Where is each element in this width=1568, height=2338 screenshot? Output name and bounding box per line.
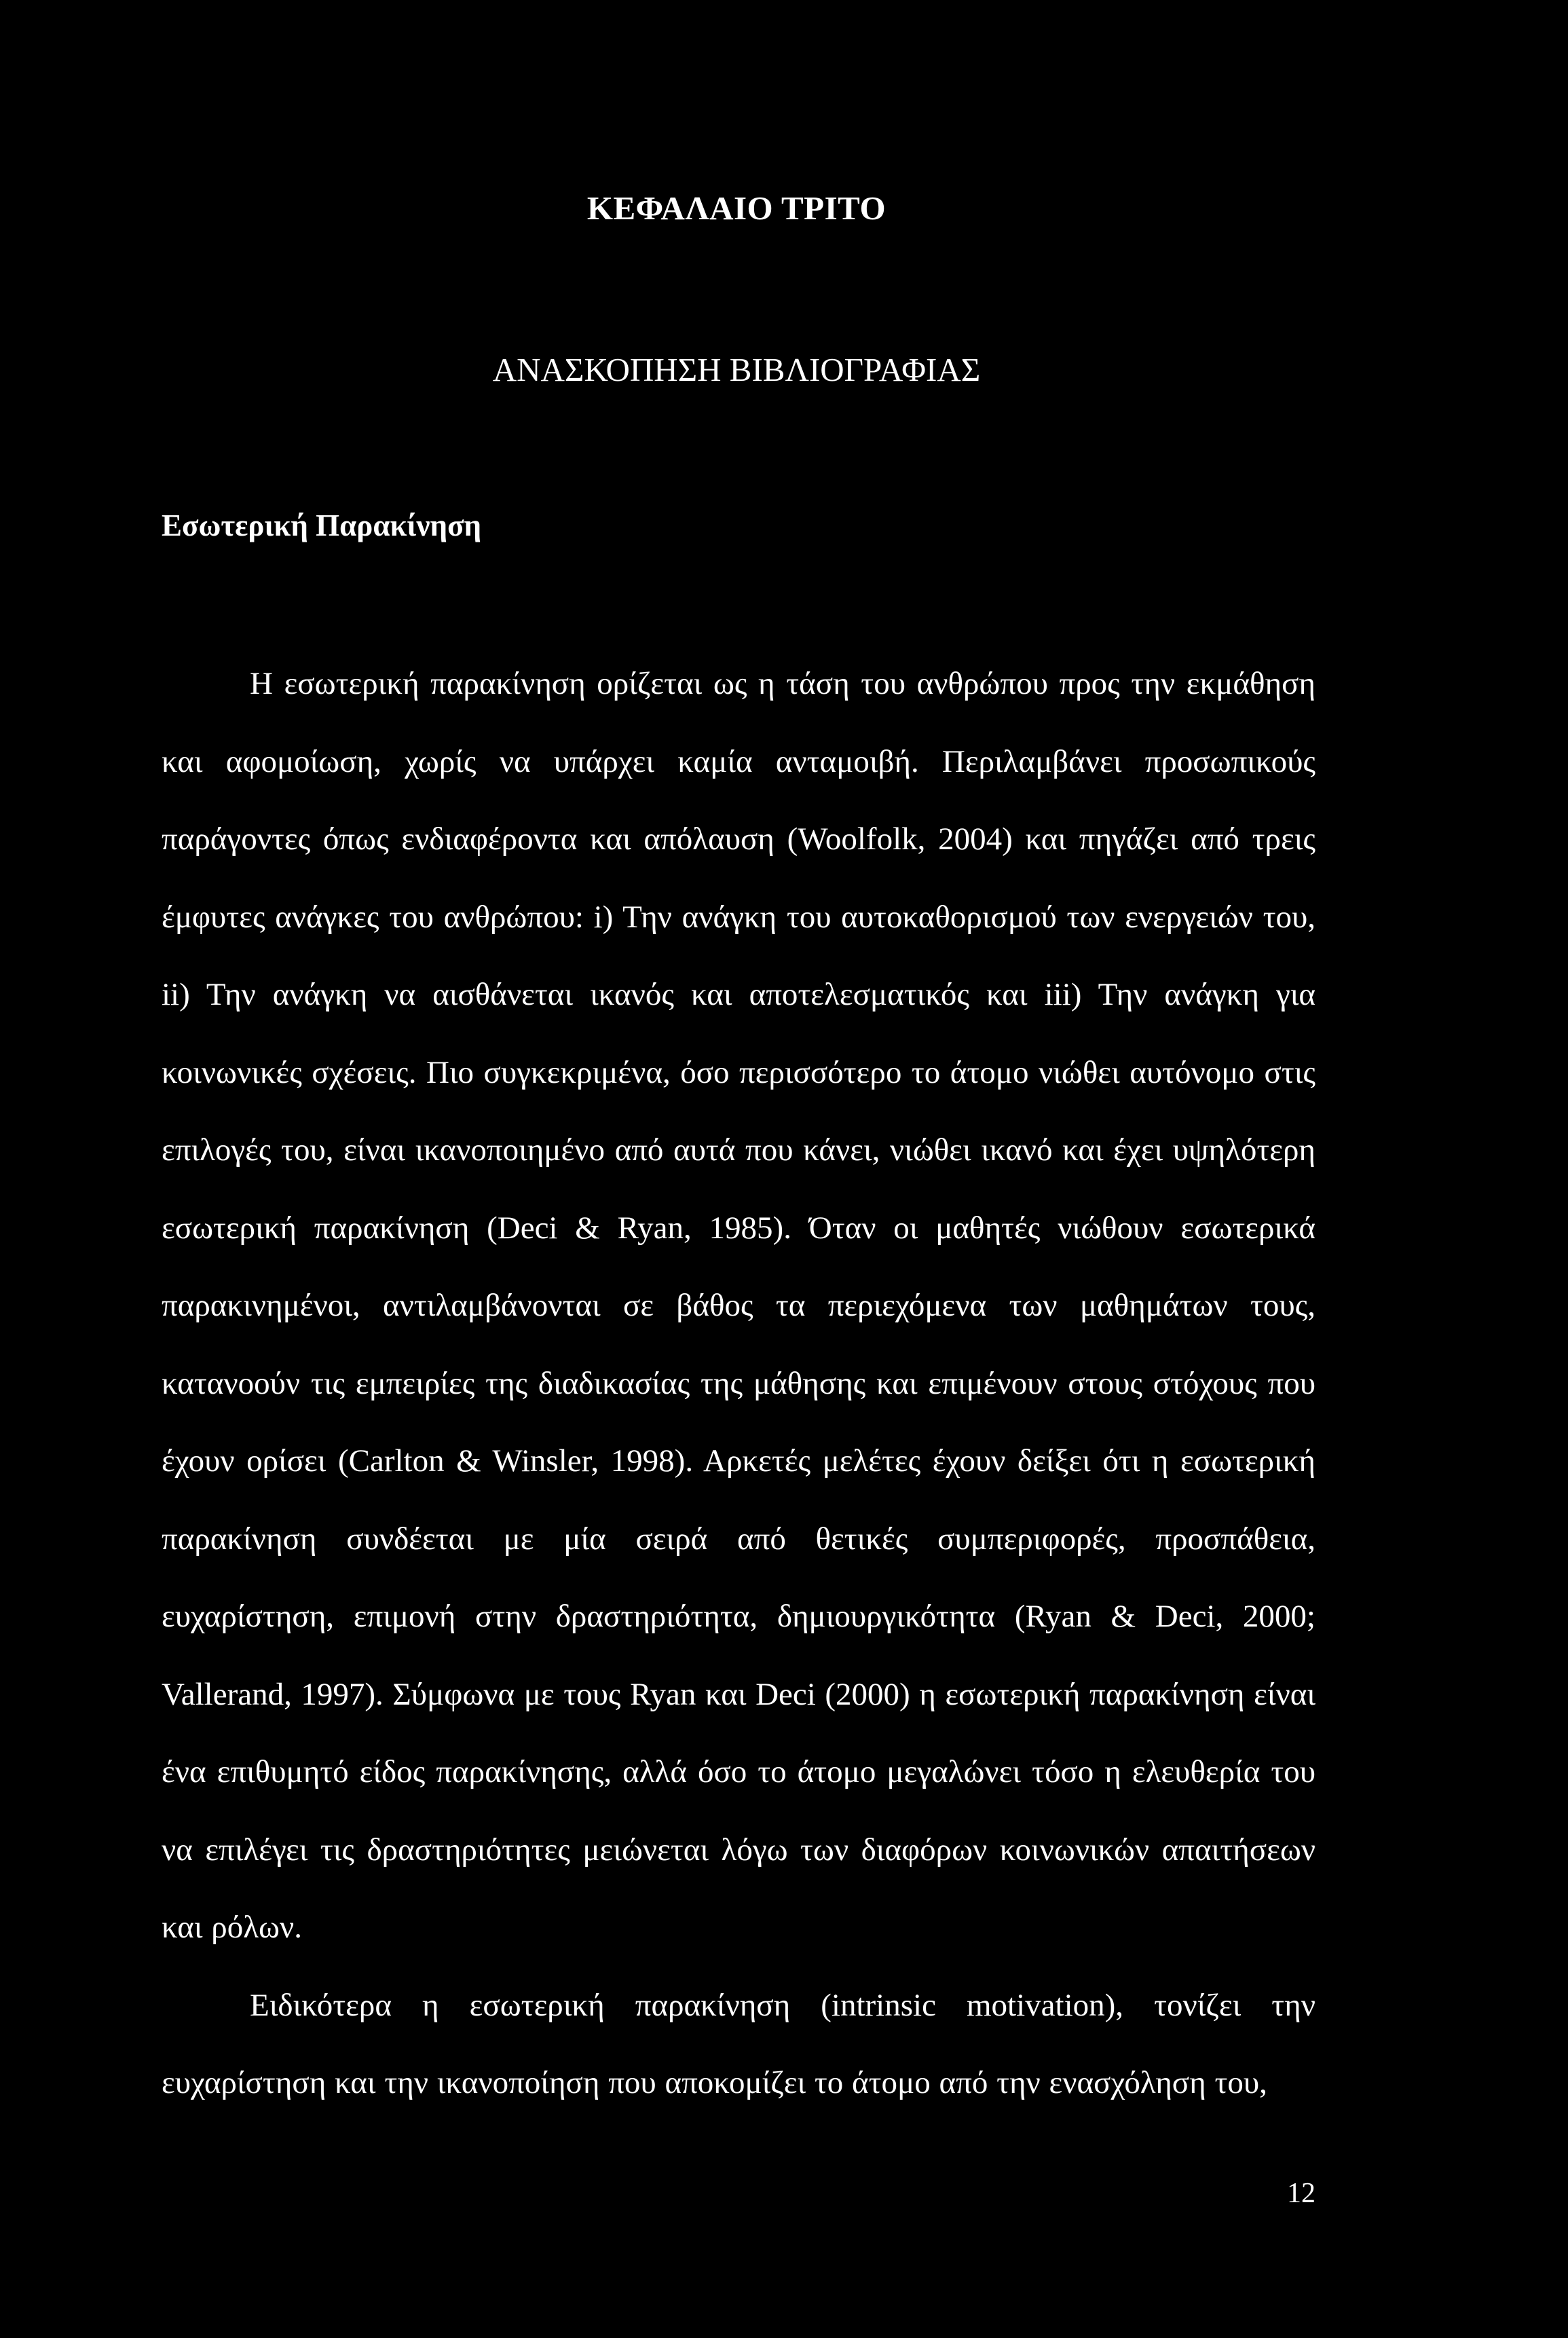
page-number: 12: [1287, 2178, 1315, 2209]
paragraph: Η εσωτερική παρακίνηση ορίζεται ως η τάση του ανθρώπου προς την εκμάθηση και αφομοίωση, χωρίς να υπάρχει καμία ανταμοιβή. Περιλαμβάνει προσωπικούς παράγοντες όπως ενδιαφέροντα και απόλαυση (Woolfolk, 2004) και πηγάζει από τρεις έμφυτες ανάγκες του ανθρώπου: i) Την ανάγκη του αυτοκαθορισμού των ενεργειών του, ii) Την ανάγκη να αισθάνεται ικανός και αποτελεσματικός και iii) Την ανάγκη για κοινωνικές σχέσεις. Πιο συγκεκριμένα, όσο περισσότερο το άτομο νιώθει αυτόνομο στις επιλογές του, είναι ικανοποιημένο από αυτά που κάνει, νιώθει ικανό και έχει υψηλότερη εσωτερική παρακίνηση (Deci & Ryan, 1985). Όταν οι μαθητές νιώθουν εσωτερικά παρακινημένοι, αντιλαμβάνονται σε βάθος τα περιεχόμενα των μαθημάτων τους, κατανοούν τις εμπειρίες της διαδικασίας της μάθησης και επιμένουν στους στόχους που έχουν ορίσει (Carlton & Winsler, 1998). Αρκετές μελέτες έχουν δείξει ότι η εσωτερική παρακίνηση συνδέεται με μία σειρά από θετικές συμπεριφορές, προσπάθεια, ευχαρίστηση, επιμονή στην δραστηριότητα, δημιουργικότητα (Ryan & Deci, 2000; Vallerand, 1997). Σύμφωνα με τους Ryan και Deci (2000) η εσωτερική παρακίνηση είναι ένα επιθυμητό είδος παρακίνησης, αλλά όσο το άτομο μεγαλώνει τόσο η ελευθερία του να επιλέγει τις δραστηριότητες μειώνεται λόγω των διαφόρων κοινωνικών απαιτήσεων και ρόλων.: [162, 666, 1315, 1945]
paragraph: Ειδικότερα η εσωτερική παρακίνηση (intrinsic motivation), τονίζει την ευχαρίστηση και την ικανοποίηση που αποκομίζει το άτομο από την ενασχόληση του,: [162, 1987, 1315, 2100]
subsection-title: Εσωτερική Παρακίνηση: [162, 508, 482, 542]
body-text: [162, 645, 1315, 2122]
section-title: ΑΝΑΣΚΟΠΗΣΗ ΒΙΒΛΙΟΓΡΑΦΙΑΣ: [492, 351, 981, 388]
chapter-title: ΚΕΦΑΛΑΙΟ ΤΡΙΤΟ: [586, 189, 886, 227]
